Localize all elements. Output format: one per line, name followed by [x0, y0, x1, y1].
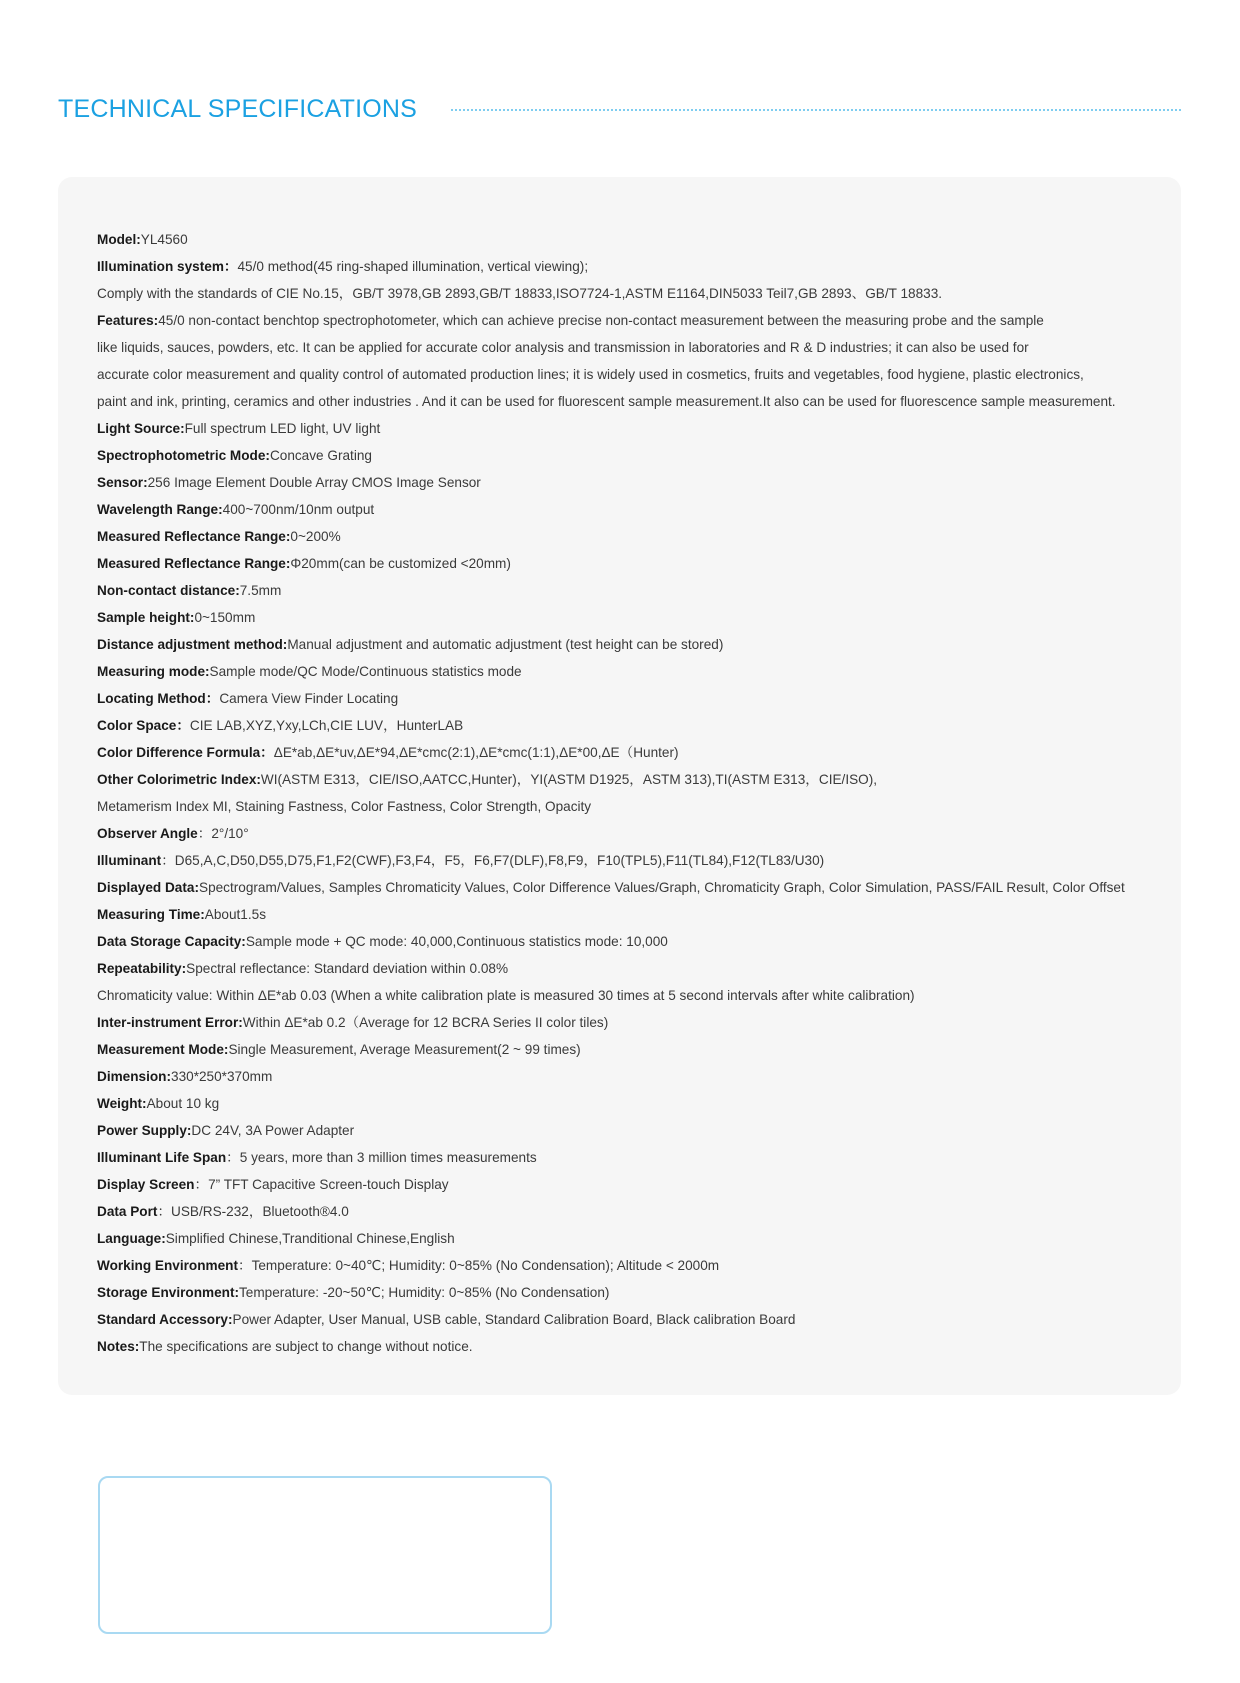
- spec-line: [97, 523, 1157, 550]
- spec-label: Data Storage Capacity:: [97, 934, 246, 949]
- spec-value: About1.5s: [204, 907, 266, 922]
- spec-value: Comply with the standards of CIE No.15，GB/T 3978,GB 2893,GB/T 18833,ISO7724-1,ASTM E1164,DIN5033 Teil7,GB 2893、GB/T 18833.: [97, 286, 943, 301]
- spec-label: Power Supply:: [97, 1123, 192, 1138]
- spec-line: [97, 577, 1157, 604]
- spec-label: Measured Reflectance Range:: [97, 556, 291, 571]
- spec-label: Notes:: [97, 1339, 140, 1354]
- spec-value: Concave Grating: [269, 448, 372, 463]
- spec-line: [97, 982, 1157, 1009]
- spec-value: like liquids, sauces, powders, etc. It can be applied for accurate color analysis and transmission in laboratories and R & D industries; it can also be used for: [97, 340, 1029, 355]
- spec-list: [97, 226, 1157, 1360]
- dotted-divider: [451, 109, 1181, 111]
- spec-line: [97, 766, 1157, 793]
- spec-label: Sensor:: [97, 475, 148, 490]
- spec-value: Simplified Chinese,Tranditional Chinese,English: [165, 1231, 455, 1246]
- spec-value: paint and ink, printing, ceramics and other industries . And it can be used for fluorescent sample measurement.It also can be used for fluorescence sample measurement.: [97, 394, 1116, 409]
- spec-value: YL4560: [140, 232, 188, 247]
- spec-line: [97, 415, 1157, 442]
- spec-value: ΔE*ab,ΔE*uv,ΔE*94,ΔE*cmc(2:1),ΔE*cmc(1:1),ΔE*00,ΔE（Hunter): [273, 745, 679, 760]
- spec-line: [97, 226, 1157, 253]
- spec-line: [97, 739, 1157, 766]
- spec-label: Distance adjustment method:: [97, 637, 288, 652]
- spec-value: ：USB/RS-232，Bluetooth®4.0: [157, 1204, 349, 1219]
- spec-line: [97, 1198, 1157, 1225]
- spec-label: Locating Method：: [97, 691, 220, 706]
- spec-line: [97, 847, 1157, 874]
- spec-line: [97, 955, 1157, 982]
- spec-label: Sample height:: [97, 610, 195, 625]
- spec-line: [97, 1009, 1157, 1036]
- spec-value: The specifications are subject to change without notice.: [139, 1339, 473, 1354]
- spec-value: ：7” TFT Capacitive Screen-touch Display: [194, 1177, 449, 1192]
- spec-line: [97, 334, 1157, 361]
- spec-line: [97, 928, 1157, 955]
- page-title: TECHNICAL SPECIFICATIONS: [58, 94, 418, 123]
- spec-label: Dimension:: [97, 1069, 172, 1084]
- spec-label: Light Source:: [97, 421, 185, 436]
- spec-panel: [58, 177, 1181, 1395]
- spec-line: [97, 253, 1157, 280]
- spec-line: [97, 1306, 1157, 1333]
- spec-value: 0~200%: [290, 529, 341, 544]
- spec-label: Repeatability:: [97, 961, 187, 976]
- spec-value: Sample mode + QC mode: 40,000,Continuous statistics mode: 10,000: [245, 934, 668, 949]
- spec-value: Sample mode/QC Mode/Continuous statistics mode: [209, 664, 522, 679]
- spec-label: Color Difference Formula：: [97, 745, 274, 760]
- spec-value: 256 Image Element Double Array CMOS Image Sensor: [147, 475, 481, 490]
- spec-value: About 10 kg: [146, 1096, 220, 1111]
- spec-line: [97, 280, 1157, 307]
- spec-label: Color Space：: [97, 718, 190, 733]
- spec-value: ：5 years, more than 3 million times measurements: [226, 1150, 537, 1165]
- spec-value: Camera View Finder Locating: [219, 691, 399, 706]
- spec-label: Storage Environment:: [97, 1285, 239, 1300]
- spec-label: Spectrophotometric Mode:: [97, 448, 270, 463]
- spec-label: Working Environment: [97, 1258, 238, 1273]
- spec-label: Features:: [97, 313, 159, 328]
- spec-value: DC 24V, 3A Power Adapter: [191, 1123, 355, 1138]
- spec-label: Data Port: [97, 1204, 158, 1219]
- spec-label: Non-contact distance:: [97, 583, 240, 598]
- spec-line: [97, 1117, 1157, 1144]
- spec-line: [97, 1333, 1157, 1360]
- spec-value: Φ20mm(can be customized <20mm): [290, 556, 511, 571]
- spec-line: [97, 1279, 1157, 1306]
- spec-value: Temperature: -20~50℃; Humidity: 0~85% (No Condensation): [239, 1285, 610, 1300]
- spec-line: [97, 469, 1157, 496]
- spec-line: [97, 1144, 1157, 1171]
- spec-value: Single Measurement, Average Measurement(2 ~ 99 times): [228, 1042, 581, 1057]
- spec-value: 330*250*370mm: [171, 1069, 273, 1084]
- spec-line: [97, 604, 1157, 631]
- spec-label: Inter-instrument Error:: [97, 1015, 243, 1030]
- spec-value: Spectrogram/Values, Samples Chromaticity Values, Color Difference Values/Graph, Chromaticity Graph, Color Simulation, PASS/FAIL Result, Color Offset: [199, 880, 1125, 895]
- spec-value: Metamerism Index MI, Staining Fastness, Color Fastness, Color Strength, Opacity: [97, 799, 592, 814]
- spec-label: Model:: [97, 232, 141, 247]
- spec-label: Measuring mode:: [97, 664, 210, 679]
- spec-line: [97, 1252, 1157, 1279]
- spec-label: Wavelength Range:: [97, 502, 223, 517]
- spec-line: [97, 361, 1157, 388]
- spec-label: Illuminant: [97, 853, 162, 868]
- spec-value: Spectral reflectance: Standard deviation within 0.08%: [186, 961, 509, 976]
- spec-label: Other Colorimetric Index:: [97, 772, 261, 787]
- spec-line: [97, 685, 1157, 712]
- empty-frame: [98, 1476, 552, 1634]
- spec-value: Full spectrum LED light, UV light: [184, 421, 381, 436]
- spec-line: [97, 901, 1157, 928]
- spec-label: Language:: [97, 1231, 166, 1246]
- spec-line: [97, 550, 1157, 577]
- spec-label: Illumination system：: [97, 259, 238, 274]
- spec-label: Displayed Data:: [97, 880, 199, 895]
- spec-line: [97, 442, 1157, 469]
- spec-value: 7.5mm: [239, 583, 282, 598]
- spec-label: Measured Reflectance Range:: [97, 529, 291, 544]
- spec-line: [97, 496, 1157, 523]
- spec-line: [97, 712, 1157, 739]
- spec-line: [97, 1090, 1157, 1117]
- spec-value: 400~700nm/10nm output: [222, 502, 375, 517]
- spec-value: accurate color measurement and quality control of automated production lines; it is widely used in cosmetics, fruits and vegetables, food hygiene, plastic electronics,: [97, 367, 1084, 382]
- spec-value: 45/0 non-contact benchtop spectrophotometer, which can achieve precise non-contact measurement between the measuring probe and the sample: [158, 313, 1044, 328]
- spec-label: Measuring Time:: [97, 907, 205, 922]
- spec-value: CIE LAB,XYZ,Yxy,LCh,CIE LUV，HunterLAB: [189, 718, 464, 733]
- spec-line: [97, 820, 1157, 847]
- spec-label: Observer Angle: [97, 826, 198, 841]
- spec-line: [97, 307, 1157, 334]
- spec-value: WI(ASTM E313，CIE/ISO,AATCC,Hunter)，YI(ASTM D1925，ASTM 313),TI(ASTM E313，CIE/ISO),: [260, 772, 878, 787]
- spec-line: [97, 388, 1157, 415]
- spec-line: [97, 658, 1157, 685]
- spec-line: [97, 793, 1157, 820]
- spec-label: Standard Accessory:: [97, 1312, 233, 1327]
- spec-line: [97, 1063, 1157, 1090]
- spec-line: [97, 631, 1157, 658]
- spec-line: [97, 874, 1157, 901]
- spec-label: Weight:: [97, 1096, 147, 1111]
- spec-value: Power Adapter, User Manual, USB cable, Standard Calibration Board, Black calibration Board: [232, 1312, 796, 1327]
- spec-label: Display Screen: [97, 1177, 195, 1192]
- spec-value: ：Temperature: 0~40℃; Humidity: 0~85% (No Condensation); Altitude < 2000m: [237, 1258, 720, 1273]
- section-header: [58, 92, 1181, 126]
- spec-value: 0~150mm: [194, 610, 256, 625]
- spec-value: Within ΔE*ab 0.2（Average for 12 BCRA Series II color tiles): [242, 1015, 609, 1030]
- spec-line: [97, 1036, 1157, 1063]
- spec-value: ：D65,A,C,D50,D55,D75,F1,F2(CWF),F3,F4，F5，F6,F7(DLF),F8,F9，F10(TPL5),F11(TL84),F12(TL83/U30): [161, 853, 825, 868]
- spec-line: [97, 1171, 1157, 1198]
- spec-value: Manual adjustment and automatic adjustment (test height can be stored): [287, 637, 724, 652]
- spec-value: ：2°/10°: [197, 826, 249, 841]
- spec-label: Measurement Mode:: [97, 1042, 229, 1057]
- spec-value: 45/0 method(45 ring-shaped illumination, vertical viewing);: [237, 259, 589, 274]
- spec-value: Chromaticity value: Within ΔE*ab 0.03 (When a white calibration plate is measured 30 times at 5 second intervals after white calibration): [97, 988, 915, 1003]
- spec-line: [97, 1225, 1157, 1252]
- spec-label: Illuminant Life Span: [97, 1150, 227, 1165]
